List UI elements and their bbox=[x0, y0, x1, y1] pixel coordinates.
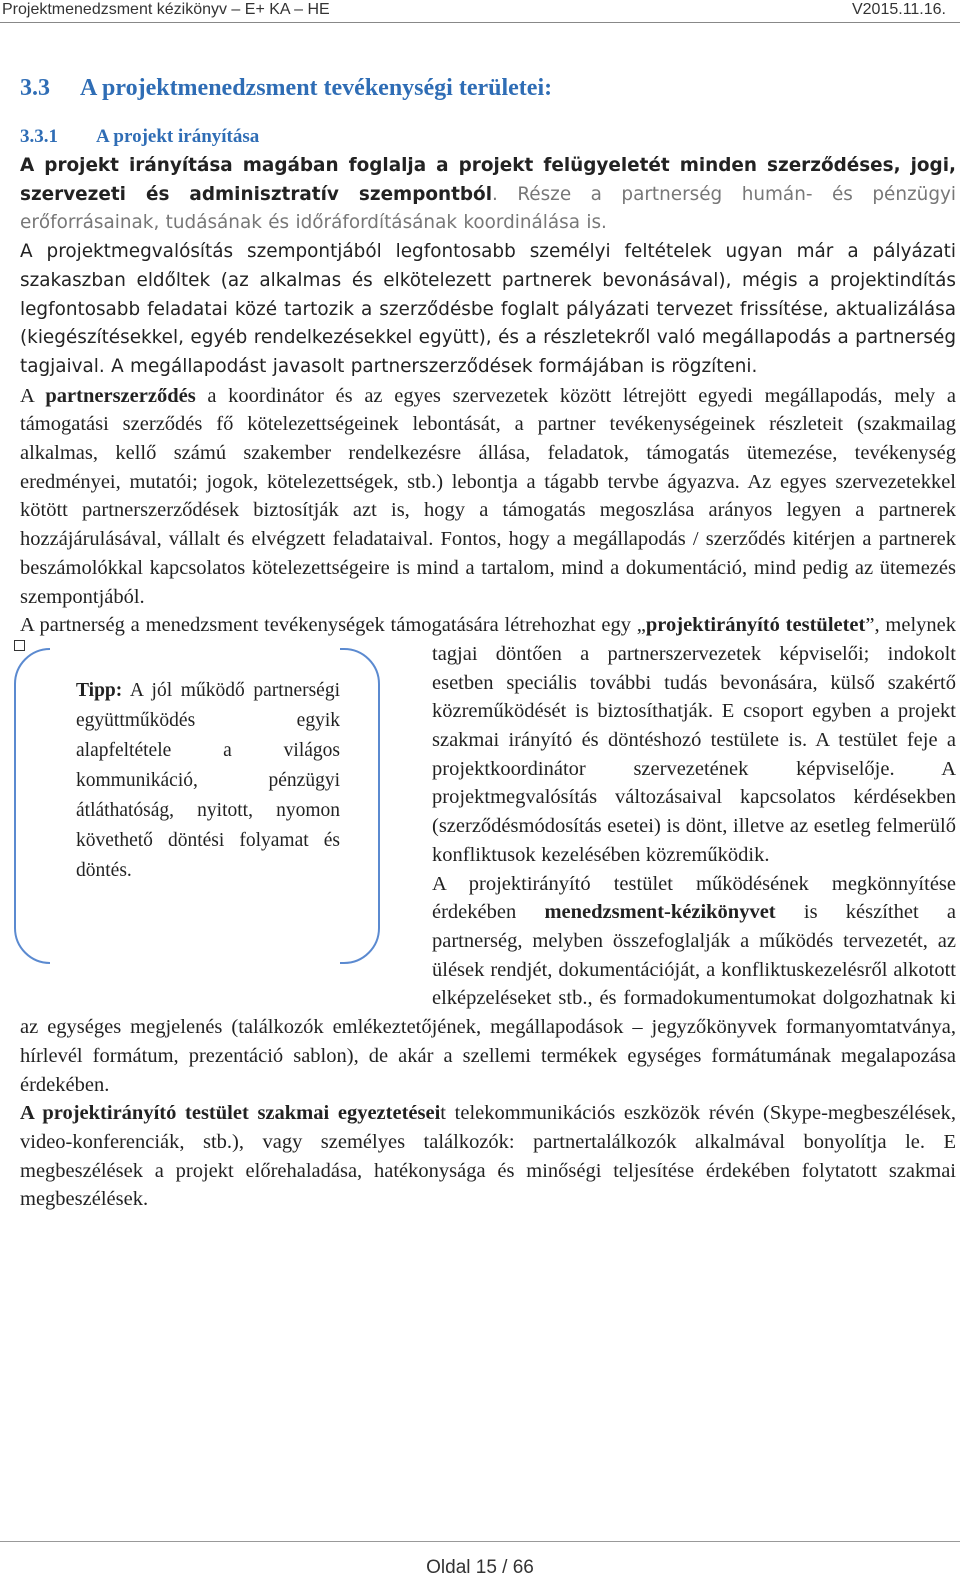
intro-bold: A projekt irányítása magában foglalja a projekt felügyeletét minden szerződéses, jogi, szervezeti és adminisztratív szempontból bbox=[20, 155, 956, 205]
subsection-heading bbox=[20, 122, 956, 152]
section-number: 3.3 bbox=[20, 75, 50, 101]
paragraph-partner-contract bbox=[20, 382, 956, 612]
paragraph-personnel-text-2: A megállapodást javasolt partnerszerződések formájában is rögzíteni. bbox=[104, 355, 758, 377]
section-title: A projektmenedzsment tevékenységi területei: bbox=[80, 75, 553, 101]
paragraph-personnel-text: A projektmegvalósítás szempontjából legfontosabb személyi feltételek ugyan már a pályázati szakaszban eldőltek (az alkalmas és elkötelezett partnerek bevonásával), mégis a projektindítás legfontosabb feladatai közé tartozik a szerződésbe foglalt pályázati tervezet frissítése, aktualizálása (kiegészítésekkel, egyéb rendelkezésekkel együtt), és a részletekről való megállapodás a partnerség tagjaival. bbox=[20, 241, 956, 377]
page-number: Oldal 15 / 66 bbox=[426, 1557, 534, 1578]
subsection-title: A projekt irányítása bbox=[96, 126, 260, 147]
intro-paragraph bbox=[20, 152, 956, 238]
section-heading bbox=[20, 70, 956, 106]
tip-frame-gap-top bbox=[50, 640, 340, 654]
page-footer bbox=[0, 1541, 960, 1589]
paragraph-personnel bbox=[20, 238, 956, 382]
text-run: A partnerség a menedzsment tevékenységek támogatására létrehozhat egy „ bbox=[20, 614, 646, 637]
text-run: ”, melynek tagjai döntően a partnerszervezetek képviselői; indokolt esetben speciális további tudás bevonására, külső szakértő közreműködését is biztosíthatják. E csoport egyben a projekt szakmai irányító és döntéshozó testülete is. A testület feje a projektkoordinátor szervezetének képviselője. A projektmegvalósítás változásaival kapcsolatos kérdésekben (szerződésmódosítás esetei) is dönt, illetve az esetleg felmerülő konfliktusok kezelésében közreműködik. bbox=[432, 614, 956, 866]
header-divider bbox=[0, 22, 960, 23]
tip-frame-gap-bottom bbox=[50, 956, 340, 966]
tip-label: Tipp: bbox=[76, 679, 123, 701]
header-document-title: Projektmenedzsment kézikönyv – E+ KA – HE bbox=[2, 1, 330, 18]
text-run: a koordinátor és az egyes szervezetek között létrejött egyedi megállapodás, mely a támogatási szerződés fő kötelezettségeinek lebontását, a partner tevékenységeinek részleteit (szakmailag alkalmas, kellő számú szakember rendelkezésre állása, feladatok, támogatás ütemezése, tevékenység eredményei, mutatói; jogok, kötelezettségek, stb.) lebontja a tágabb tervbe ágyazva. Az egyes szervezetekkel kötött partnerszerződések biztosítják azt is, hogy a támogatás megoszlása arányos legyen a partnerek hozzájárulásával, vállalt és elvégzett feladataival. Fontos, hogy a megállapodás / szerződés kitérjen a partnerek beszámolókkal kapcsolatos kötelezettségeire is mind a tartalom, mind a dokumentáció, mind pedig az ütemezés szempontjából. bbox=[20, 384, 956, 608]
tip-text bbox=[76, 676, 340, 886]
text-run: A bbox=[20, 384, 46, 407]
subsection-number: 3.3.1 bbox=[20, 126, 58, 147]
term-partnerszerzodes: partnerszerződés bbox=[45, 384, 196, 407]
intro-rest: . Része a partnerség humán- és pénzügyi erőforrásainak, tudásának és időráfordításának koordinálása is. bbox=[20, 183, 956, 234]
tip-box bbox=[0, 640, 412, 985]
page-header bbox=[0, 0, 960, 23]
anchor-marker-icon bbox=[14, 640, 25, 651]
term-menedzsment-kezikonyv: menedzsment-kézikönyvet bbox=[544, 901, 776, 924]
text-run: A projektirányító testület működésének megkönnyítése érdekében bbox=[432, 872, 956, 924]
text-run: is készíthet a partnerség, melyben összefoglalják a működés tervezetét, az ülések rendjét, dokumentációját, a konfliktuskezelésről alkotott elképzeléseket stb., és formadokumentumokat dolgozhatnak ki az egységes megjelenés (találkozók emlékeztetőjének, megállapodások – jegyzőkönyvek formanyomtatványa, hírlevél formátum, prezentáció sablon), de akár a szellemi termékek egységes formátumának megalapozása érdekében. bbox=[20, 901, 956, 1096]
header-version: V2015.11.16. bbox=[851, 1, 946, 18]
paragraph-consultations bbox=[20, 1099, 956, 1214]
term-projektiranyito-testulet: projektirányító testületet bbox=[645, 614, 866, 637]
paragraph-steering-board bbox=[20, 611, 956, 881]
tip-body: A jól működő partnerségi együttműködés egyik alapfeltétele a világos kommunikáció, pénzügyi átláthatóság, nyitott, nyomon követhető döntési folyamat és döntés. bbox=[76, 679, 340, 881]
page-content bbox=[20, 70, 956, 1214]
term-szakmai-egyeztetesek: A projektirányító testület szakmai egyeztetései bbox=[20, 1102, 441, 1125]
text-run: t telekommunikációs eszközök révén (Skype-megbeszélések, video-konferenciák, stb.), vagy személyes találkozók: partnertalálkozók alkalmával bonyolítja le. E megbeszélések a projekt előrehaladása, hatékonysága és minőségi teljesítése érdekében folytatott szakmai megbeszélések. bbox=[20, 1102, 956, 1211]
footer-divider bbox=[0, 1541, 960, 1542]
